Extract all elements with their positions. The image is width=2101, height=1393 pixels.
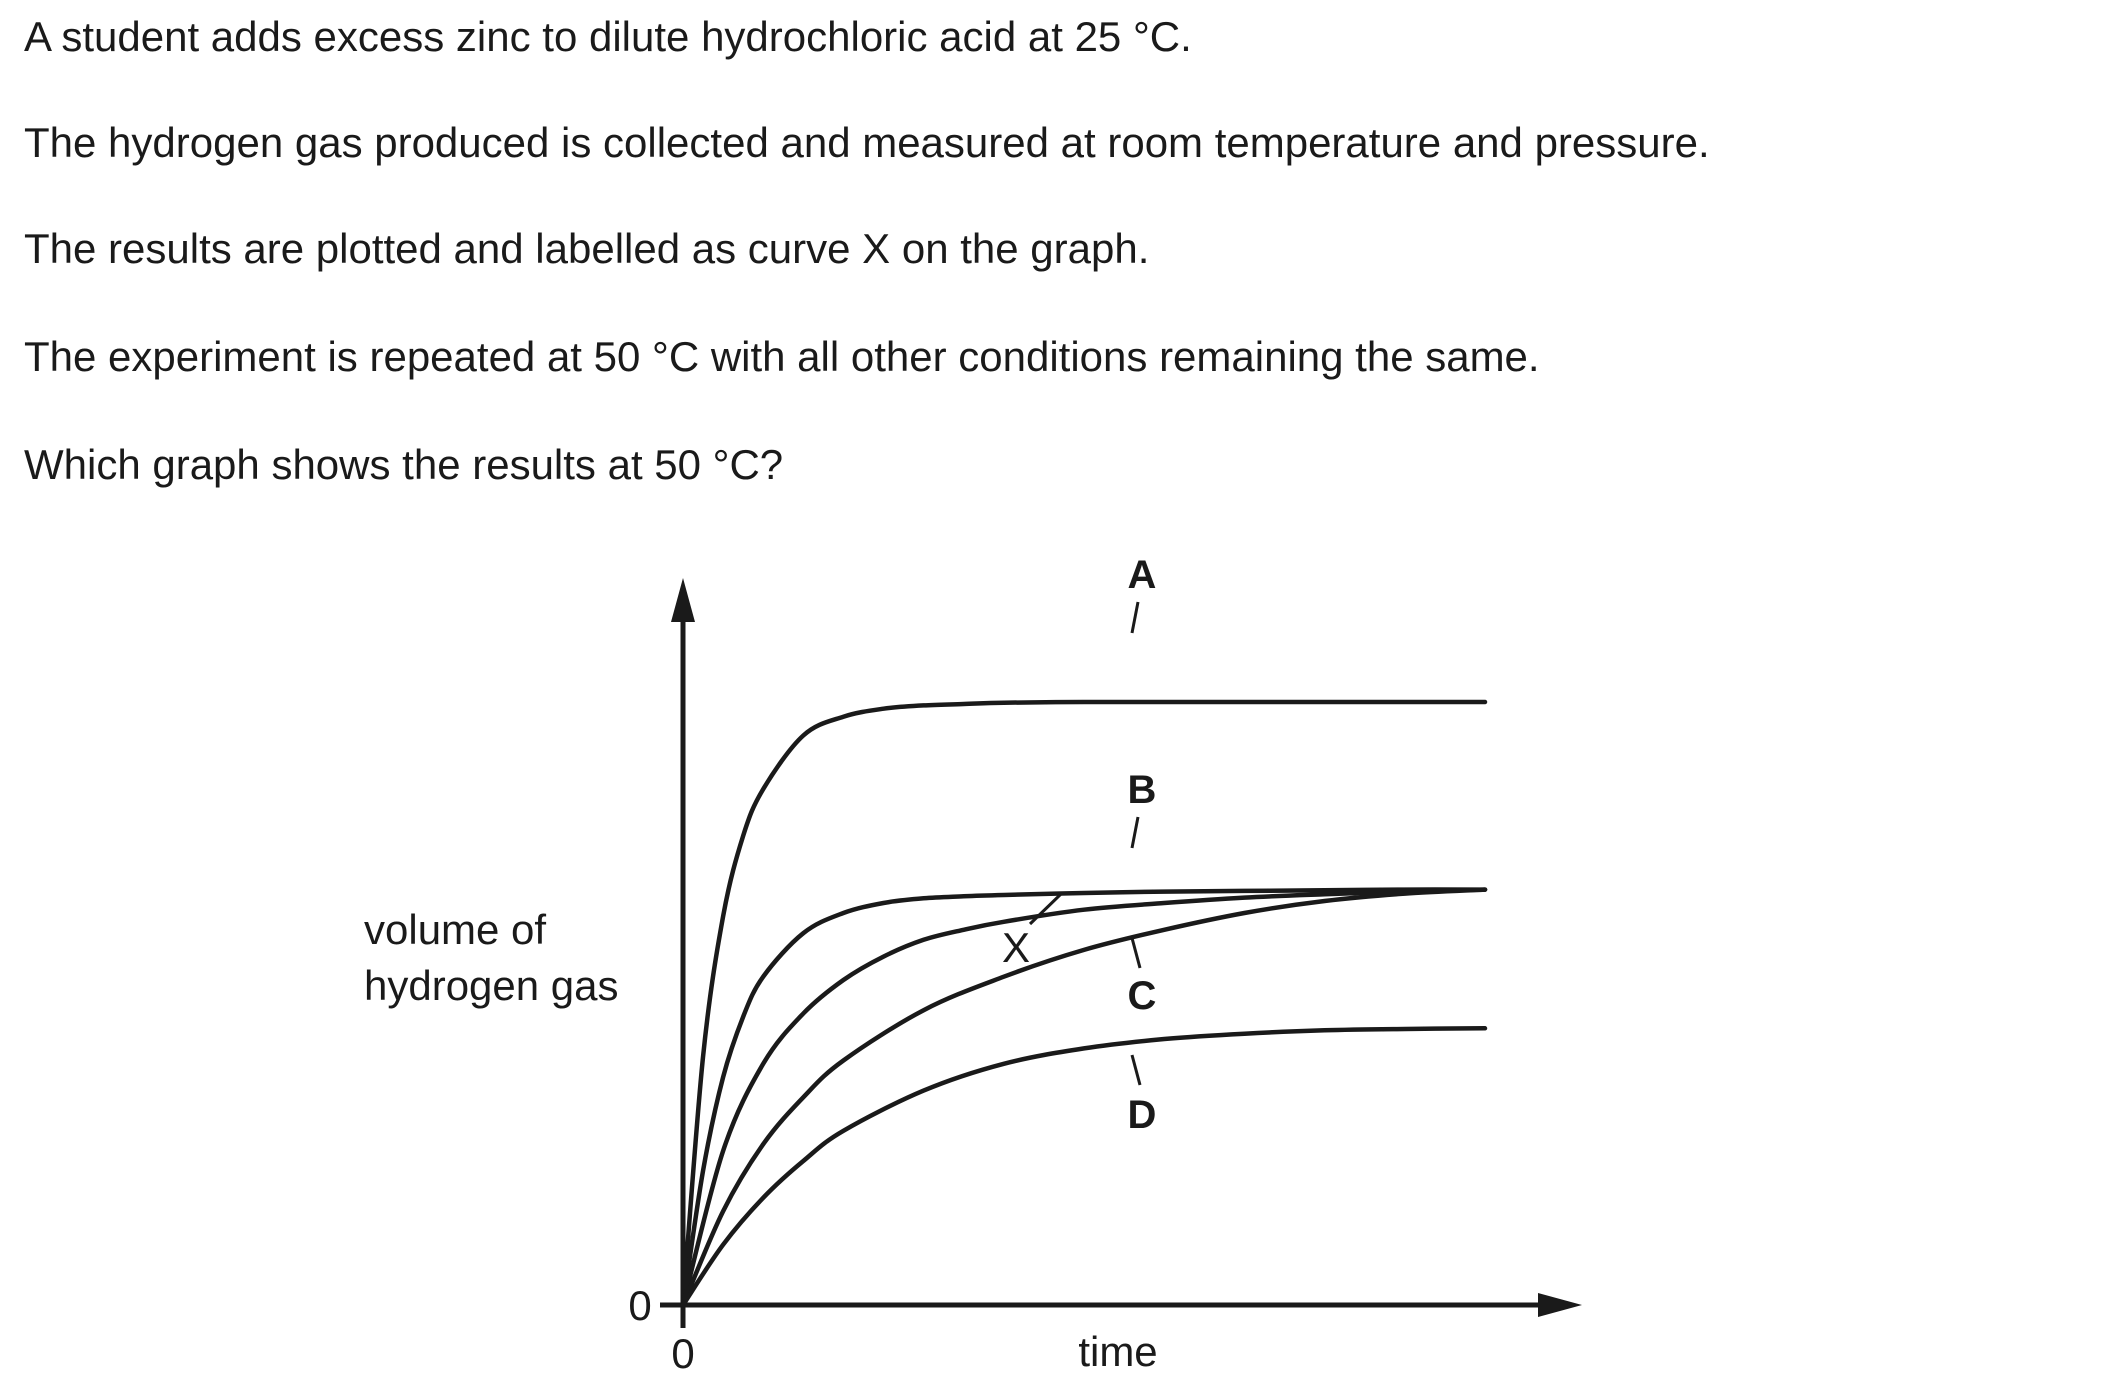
y-axis-label-line-2: hydrogen gas <box>364 962 619 1009</box>
curve-a <box>683 702 1485 1305</box>
leader-b <box>1132 817 1138 848</box>
x-origin-label: 0 <box>671 1330 695 1377</box>
x-axis-arrowhead <box>1538 1293 1582 1317</box>
curve-label-a: A <box>1127 553 1157 597</box>
question-line-4: The experiment is repeated at 50 °C with all other conditions remaining the same. <box>24 333 1540 380</box>
question-line-1: A student adds excess zinc to dilute hydrochloric acid at 25 °C. <box>24 13 1192 60</box>
curve-d <box>683 1028 1485 1305</box>
x-axis-label: time <box>1078 1328 1158 1375</box>
y-axis-label-line-1: volume of <box>364 906 547 953</box>
curve-label-d: D <box>1127 1093 1157 1137</box>
question-line-5: Which graph shows the results at 50 °C? <box>24 441 784 488</box>
curve-label-x: X <box>1001 924 1031 971</box>
y-origin-label: 0 <box>628 1282 652 1329</box>
question-line-3: The results are plotted and labelled as curve X on the graph. <box>24 225 1150 272</box>
question-line-2: The hydrogen gas produced is collected and measured at room temperature and pressure. <box>24 119 1710 166</box>
y-axis-arrowhead <box>671 578 695 622</box>
leader-d <box>1132 1055 1140 1085</box>
leader-c <box>1132 938 1140 968</box>
curve-label-b: B <box>1127 768 1157 812</box>
leader-x <box>1030 893 1062 924</box>
leader-a <box>1132 602 1138 633</box>
curve-label-c: C <box>1127 974 1157 1018</box>
curves-group <box>683 702 1485 1305</box>
curve-c <box>683 890 1485 1305</box>
